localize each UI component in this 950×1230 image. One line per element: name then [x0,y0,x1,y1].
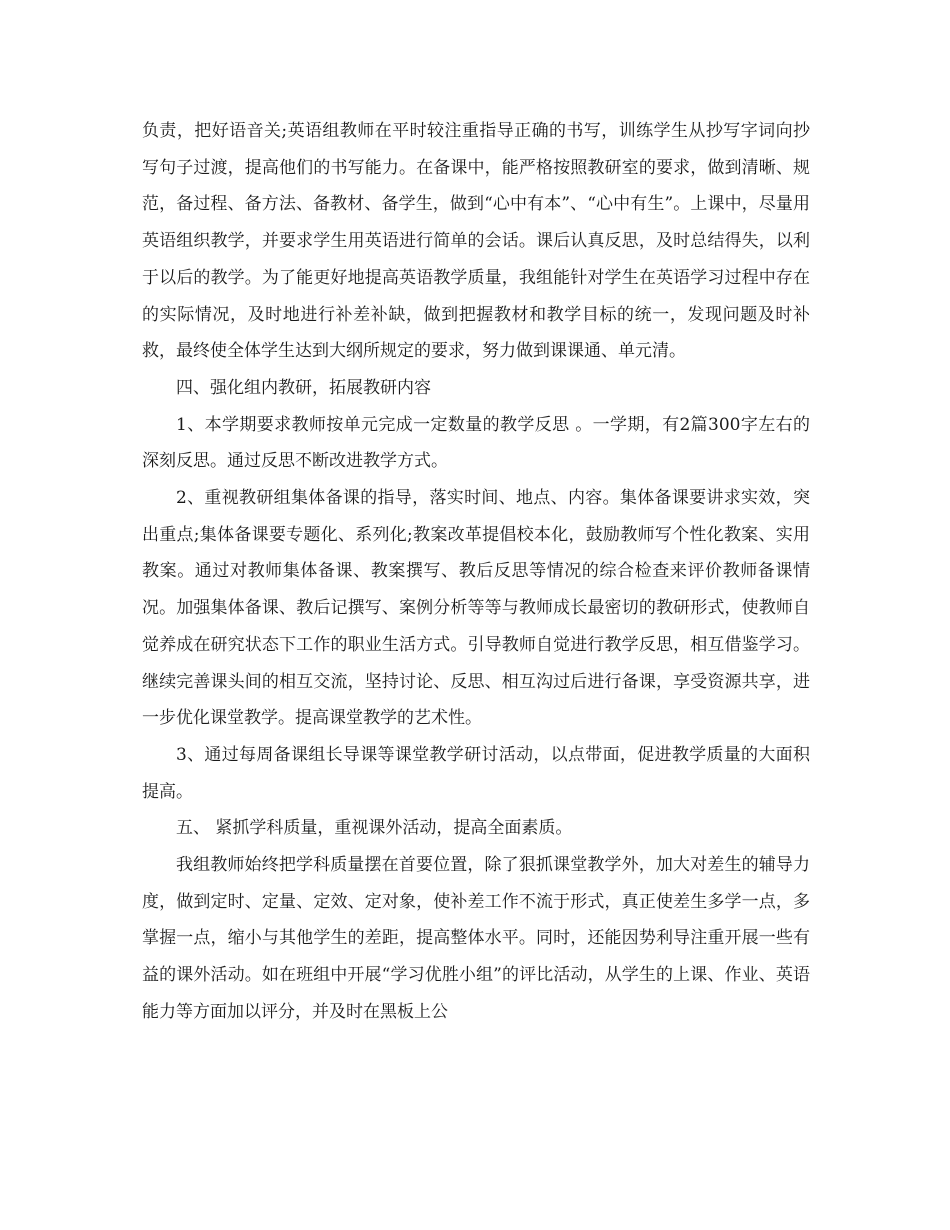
document-page [142,113,810,1031]
heading-section-four: 四、强化组内教研，拓展教研内容 [176,377,431,398]
paragraph-item-two: 2、重视教研组集体备课的指导，落实时间、地点、内容。集体备课要讲求实效，突出重点;集体备课要专题化、系列化;教案改革提倡校本化，鼓励教师写个性化教案、实用教案。通过对教师集体备课、教案撰写、教后反思等情况的综合检查来评价教师备课情况。加强集体备课、教后记撰写、案例分析等等与教师成长最密切的教研形式，使教师自觉养成在研究状态下工作的职业生活方式。引导教师自觉进行教学反思，相互借鉴学习。继续完善课头间的相互交流，坚持讨论、反思、相互沟过后进行备课，享受资源共享，进一步优化课堂教学。提高课堂教学的艺术性。 [142,488,810,729]
paragraph-item-one: 1、本学期要求教师按单元完成一定数量的教学反思 。一学期，有2篇300字左右的深刻反思。通过反思不断改进教学方式。 [142,414,810,472]
heading-section-five: 五、 紧抓学科质量，重视课外活动，提高全面素质。 [176,818,573,839]
paragraph-quality-activities: 我组教师始终把学科质量摆在首要位置，除了狠抓课堂教学外，加大对差生的辅导力度，做到定时、定量、定效、定对象，使补差工作不流于形式，真正使差生多学一点，多掌握一点，缩小与其他学生的差距，提高整体水平。同时，还能因势利导注重开展一些有益的课外活动。如在班组中开展“学习优胜小组”的评比活动，从学生的上课、作业、英语能力等方面加以评分，并及时在黑板上公 [142,855,810,1022]
paragraph-english-teaching: 负责，把好语音关;英语组教师在平时较注重指导正确的书写，训练学生从抄写字词向抄写句子过渡，提高他们的书写能力。在备课中，能严格按照教研室的要求，做到清晰、规范，备过程、备方法、备教材、备学生，做到“心中有本”、“心中有生”。上课中，尽量用英语组织教学，并要求学生用英语进行简单的会话。课后认真反思，及时总结得失，以利于以后的教学。为了能更好地提高英语教学质量，我组能针对学生在英语学习过程中存在的实际情况，及时地进行补差补缺，做到把握教材和教学目标的统一，发现问题及时补救，最终使全体学生达到大纲所规定的要求，努力做到课课通、单元清。 [142,121,810,362]
paragraph-item-three: 3、通过每周备课组长导课等课堂教学研讨活动，以点带面，促进教学质量的大面积提高。 [142,744,810,802]
